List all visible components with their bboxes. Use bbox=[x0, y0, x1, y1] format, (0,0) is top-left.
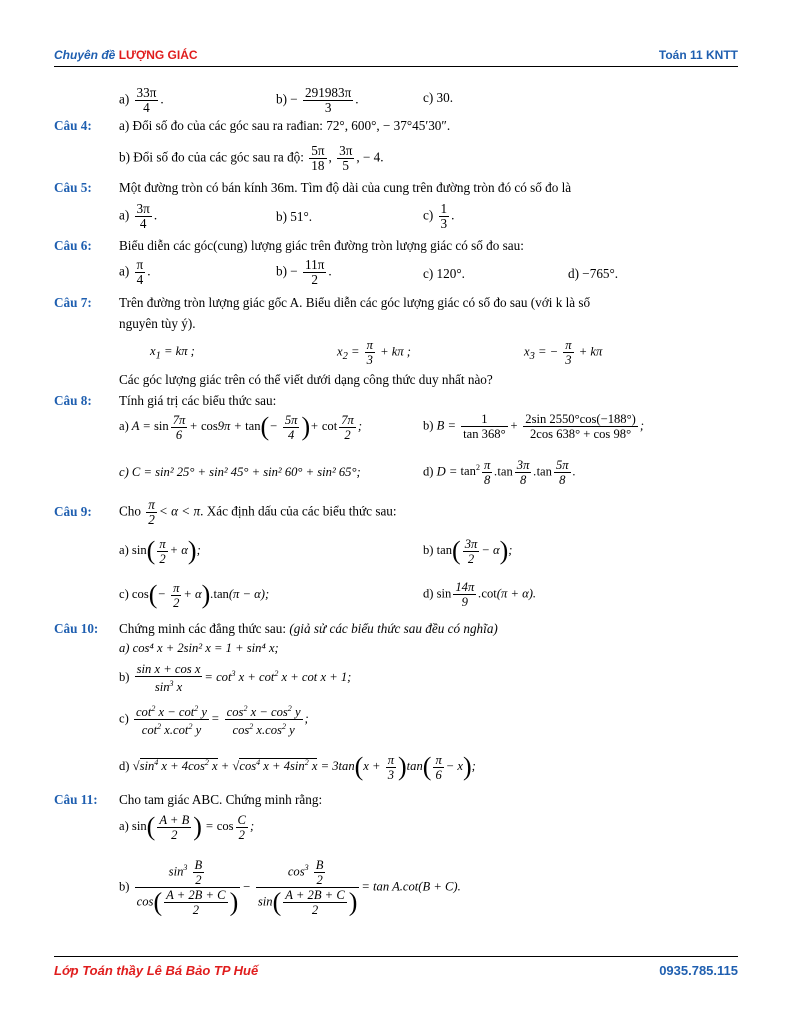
q7-text-line3: Các góc lượng giác trên có thể viết dưới dạng công thức duy nhất nào? bbox=[119, 372, 493, 387]
q10-expr-d: d) $√\sin^4$ $x + 4\cos^2$ $x + √\cos^4$ $x + 4\sin^2$ x = 3tan(x + $\frac{\pi}{3}$ )tan( $\frac{\pi}{6}$ − x); bbox=[119, 752, 476, 782]
question-label: Câu 7: bbox=[54, 295, 92, 310]
footer-teacher: Lớp Toán thầy Lê Bá Bảo TP Huế bbox=[54, 963, 259, 978]
q6-option-d: d) −765°. bbox=[568, 266, 619, 281]
question-label: Câu 8: bbox=[54, 393, 92, 408]
q9-text: Cho $\frac{\pi}{2}$ < α < π. Xác định dấu của các biểu thức sau: bbox=[119, 497, 397, 527]
q3-option-c: c) 30. bbox=[423, 90, 454, 105]
q8-expr-a: a) A = sin $\frac{7\pi}{6}$ + cos9π + tan(− $\frac{5\pi}{4}$ )+ cot $\frac{7\pi}{2}$ ; bbox=[119, 412, 363, 442]
q9-expr-b: b) tan( $\frac{3\pi}{2}$ − α); bbox=[423, 536, 513, 566]
header-course: Toán 11 KNTT bbox=[658, 48, 738, 62]
question-label: Câu 6: bbox=[54, 238, 92, 253]
question-label: Câu 11: bbox=[54, 792, 98, 807]
q4-part-b: b) Đổi số đo của các góc sau ra độ: $\frac{5\pi}{18}$ , $\frac{3\pi}{5}$ , − 4. bbox=[119, 143, 384, 173]
page-footer bbox=[54, 956, 738, 981]
q8-expr-b: b) B = $\frac{1}{\tan 368^\circ}$ + $\frac{2\sin 2550^\circ\cos(-188^\circ)}{2\cos 638^\circ + \cos 98^\circ}$ ; bbox=[423, 412, 645, 441]
q7-text-line1: Trên đường tròn lượng giác gốc A. Biểu diễn các góc lượng giác có số đo sau (với k là số bbox=[119, 295, 591, 310]
q10-text: Chứng minh các đẳng thức sau: (giả sử các biểu thức sau đều có nghĩa) bbox=[119, 621, 498, 636]
q7-x1: $x_1 = k\pi$ ; bbox=[150, 344, 195, 362]
q5-option-a: a) $\frac{3\pi}{4}$ . bbox=[119, 201, 158, 231]
q5-option-c: c) $\frac{1}{3}$ . bbox=[423, 201, 455, 231]
q6-option-b: b) − $\frac{11\pi}{2}$ . bbox=[276, 257, 332, 287]
page-header bbox=[54, 46, 738, 67]
q11-expr-a: a) sin( $\frac{A + B}{2}$ ) = cos $\frac{C}{2}$ ; bbox=[119, 812, 255, 842]
q8-text: Tính giá trị các biểu thức sau: bbox=[119, 393, 277, 408]
question-label: Câu 9: bbox=[54, 504, 92, 519]
q8-expr-d: d) $D = \tan^2$ $\frac{\pi}{8}$ .tan $\frac{3\pi}{8}$ .tan $\frac{5\pi}{8}$ . bbox=[423, 458, 576, 487]
question-label: Câu 10: bbox=[54, 621, 99, 636]
question-label: Câu 4: bbox=[54, 118, 92, 133]
footer-phone: 0935.785.115 bbox=[659, 963, 738, 978]
q4-part-a: a) Đổi số đo của các góc sau ra rađian: 72°, 600°, − 37°45′30″. bbox=[119, 118, 451, 133]
q10-expr-c: c) $\frac{\cot^2 x - \cot^2 y}{\cot^2 x.\cot^2 y}$ = $\frac{\cos^2 x - \cos^2 y}{\cos^2 x.\cos^2 y}$ ; bbox=[119, 704, 309, 738]
q9-expr-c: c) cos(− $\frac{\pi}{2}$ + α).tan(π − α); bbox=[119, 580, 270, 610]
q5-option-b: b) 51°. bbox=[276, 209, 313, 224]
q3-option-b: b) − $\frac{291983\pi}{3}$ . bbox=[276, 85, 359, 115]
q3-option-a: a) $\frac{33\pi}{4}$ . bbox=[119, 85, 164, 115]
q11-expr-b: b) $\sin^3$ $\frac{B}{2}$ cos( $\frac{A + 2B + C}{2}$ ) − $\cos^3$ $\frac{B}{2}$ sin( $\frac{A + 2B + C}{2}$ ) = tan A.cot(B + C). bbox=[119, 858, 461, 917]
header-topic: Chuyên đề LƯỢNG GIÁC bbox=[54, 48, 198, 62]
question-label: Câu 5: bbox=[54, 180, 92, 195]
q6-option-c: c) 120°. bbox=[423, 266, 465, 281]
q6-text: Biểu diễn các góc(cung) lượng giác trên đường tròn lượng giác có số đo sau: bbox=[119, 238, 524, 253]
q7-text-line2: nguyên tùy ý). bbox=[119, 316, 196, 331]
q9-expr-d: d) sin $\frac{14\pi}{9}$ .cot(π + α). bbox=[423, 580, 537, 609]
q6-option-a: a) $\frac{\pi}{4}$ . bbox=[119, 257, 151, 287]
q8-expr-c: c) C = sin² 25° + sin² 45° + sin² 60° + sin² 65°; bbox=[119, 465, 361, 479]
q10-expr-b: b) $\frac{\text{sin x + cos x}}{\sin^3 x}$ = $\cot^3 x + \cot^2 x + \cot x + 1$; bbox=[119, 662, 352, 695]
q5-text: Một đường tròn có bán kính 36m. Tìm độ dài của cung trên đường tròn đó có số đo là bbox=[119, 180, 572, 195]
q7-x2: $x_2$ = $\frac{\pi}{3}$ + kπ ; bbox=[337, 338, 411, 367]
q7-x3: $x_3$ = − $\frac{\pi}{3}$ + kπ bbox=[524, 338, 603, 367]
q11-text: Cho tam giác ABC. Chứng minh rằng: bbox=[119, 792, 323, 807]
q10-expr-a: a) cos⁴ x + 2sin² x = 1 + sin⁴ x; bbox=[119, 641, 279, 655]
q9-expr-a: a) sin( $\frac{\pi}{2}$ + α); bbox=[119, 536, 201, 566]
